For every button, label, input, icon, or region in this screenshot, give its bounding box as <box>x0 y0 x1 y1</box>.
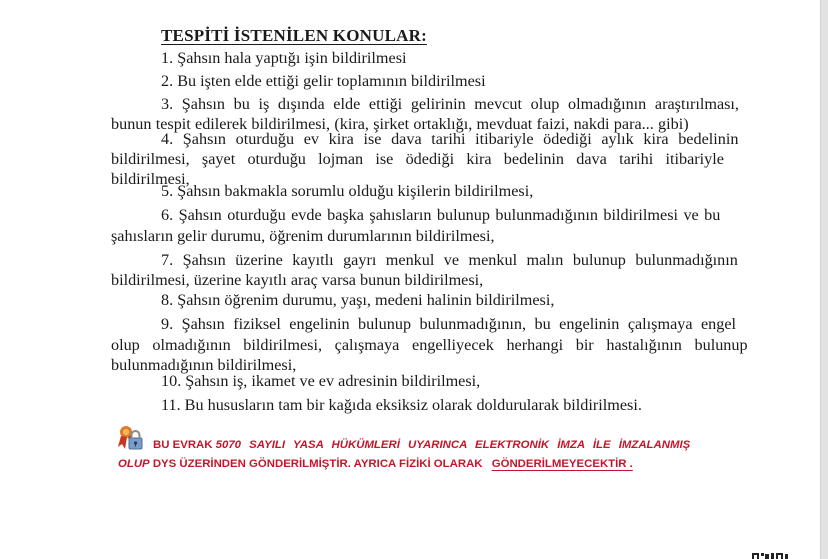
notice-dys-text: DYS ÜZERİNDEN GÖNDERİLMİŞTİR. AYRICA FİZİKİ OLARAK <box>152 458 483 470</box>
list-item: 5. Şahsın bakmakla sorumlu olduğu kişilerin bildirilmesi, <box>161 182 534 200</box>
notice-line-1 <box>153 439 690 451</box>
list-item-line: bildirilmesi, <box>111 170 190 188</box>
page-edge <box>820 0 828 559</box>
list-item: 11. Bu hususların tam bir kağıda eksiksiz olarak doldurularak bildirilmesi. <box>161 396 642 414</box>
notice-evrak: EVRAK <box>172 439 213 451</box>
notice-olup: OLUP <box>118 458 150 470</box>
list-item: 7. Şahsın üzerine kayıtlı gayrı menkul ve menkul malın bulunup bulunmadığının <box>161 251 738 269</box>
document-title: TESPİTİ İSTENİLEN KONULAR: <box>161 26 427 45</box>
list-item-line: bunun tespit edilerek bildirilmesi, (kira, şirket ortaklığı, mevduat faizi, nakdi para... gibi) <box>111 115 689 133</box>
list-item-line: olup olmadığının bildirilmesi, çalışmaya engelliyecek herhangi bir hastalığının bulunup <box>111 336 748 354</box>
e-signature-lock-icon <box>117 425 153 453</box>
list-item: 6. Şahsın oturduğu evde başka şahısların bulunup bulunmadığının bildirilmesi ve bu <box>161 206 721 224</box>
notice-bu: BU <box>153 439 170 451</box>
list-item-line: bildirilmesi, şayet oturduğu lojman ise ödediği kira bedelinin dava tarihi itibariyle <box>111 150 724 168</box>
list-item-line: bulunmadığının bildirilmesi, <box>111 356 297 374</box>
notice-not-sent-physically: GÖNDERİLMEYECEKTİR . <box>491 458 633 470</box>
list-item: 2. Bu işten elde ettiği gelir toplamının bildirilmesi <box>161 72 486 90</box>
qr-code-icon <box>752 551 794 559</box>
list-item: 9. Şahsın fiziksel engelinin bulunup bulunmadığının, bu engelinin çalışmaya engel <box>161 315 737 333</box>
list-item: 4. Şahsın oturduğu ev kira ise dava tarihi itibariyle ödediği aylık kira bedelinin <box>161 130 739 148</box>
notice-law-text: 5070 SAYILI YASA HÜKÜMLERİ UYARINCA ELEKTRONİK İMZA İLE İMZALANMIŞ <box>215 439 691 451</box>
list-item-line: şahısların gelir durumu, öğrenim durumlarının bildirilmesi, <box>111 227 495 245</box>
list-item: 8. Şahsın öğrenim durumu, yaşı, medeni halinin bildirilmesi, <box>161 291 555 309</box>
notice-line-2 <box>118 458 633 470</box>
list-item: 10. Şahsın iş, ikamet ve ev adresinin bildirilmesi, <box>161 372 481 390</box>
list-item-line: 3. Şahsın bu iş dışında elde ettiği gelirinin mevcut olup olmadığının araştırılması, <box>161 95 739 113</box>
list-item-line: bildirilmesi, üzerine kayıtlı araç varsa bunun bildirilmesi, <box>111 271 484 289</box>
list-item: 1. Şahsın hala yaptığı işin bildirilmesi <box>161 49 407 67</box>
list-item-justified <box>161 95 739 114</box>
